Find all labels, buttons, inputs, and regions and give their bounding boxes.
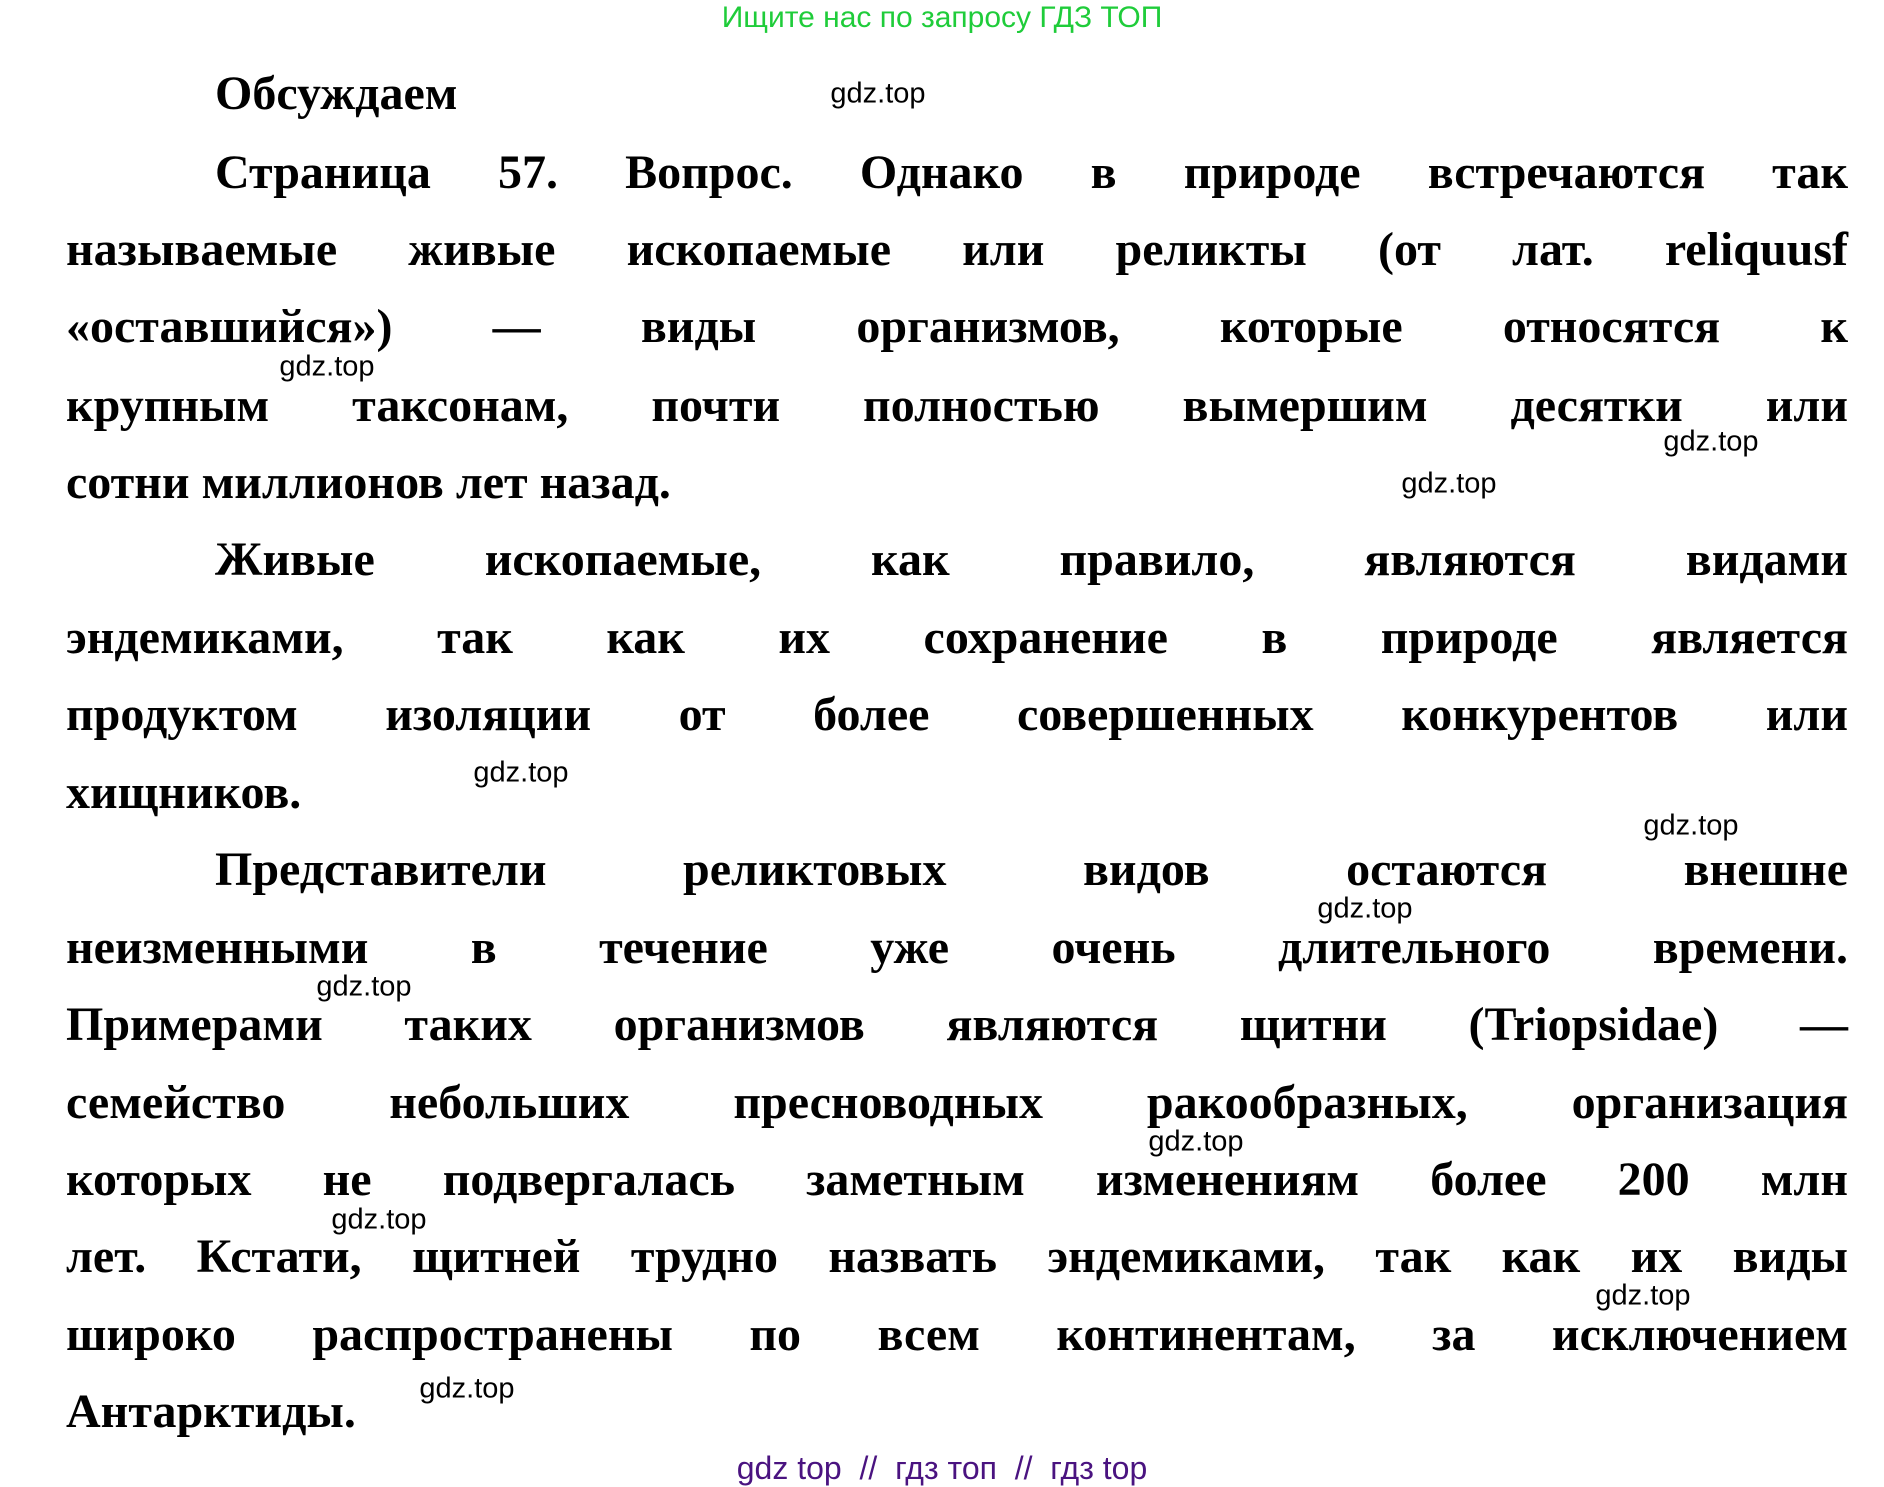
watermark: gdz.top <box>473 756 569 789</box>
watermark: gdz.top <box>830 77 926 110</box>
text-line: неизменными в течение уже очень длительного времени. <box>66 921 1848 974</box>
watermark: gdz.top <box>331 1203 427 1236</box>
text-line: Антарктиды. <box>66 1385 356 1438</box>
text-line: Страница 57. Вопрос. Однако в природе встречаются так <box>215 146 1848 199</box>
watermark: gdz.top <box>1643 809 1739 842</box>
text-line: широко распространены по всем континентам, за исключением <box>66 1308 1848 1361</box>
text-line: крупным таксонам, почти полностью вымершим десятки или <box>66 379 1848 432</box>
text-line: сотни миллионов лет назад. <box>66 456 671 509</box>
text-line: хищников. <box>66 766 302 819</box>
watermark: gdz.top <box>419 1372 515 1405</box>
text-line: Представители реликтовых видов остаются внешне <box>215 843 1848 896</box>
watermark: gdz.top <box>279 350 375 383</box>
text-line: лет. Кстати, щитней трудно назвать эндемиками, так как их виды <box>66 1230 1848 1283</box>
search-banner: Ищите нас по запросу ГДЗ ТОП <box>721 1 1163 34</box>
text-line: продуктом изоляции от более совершенных конкурентов или <box>66 688 1848 741</box>
watermark: gdz.top <box>316 970 412 1003</box>
watermark: gdz.top <box>1401 467 1497 500</box>
text-line: называемые живые ископаемые или реликты (от лат. reliquusf <box>66 223 1848 276</box>
text-line: семейство небольших пресноводных ракообразных, организация <box>66 1076 1848 1129</box>
section-heading: Обсуждаем <box>215 67 458 120</box>
watermark: gdz.top <box>1595 1279 1691 1312</box>
text-line: эндемиками, так как их сохранение в природе является <box>66 611 1848 664</box>
watermark: gdz.top <box>1663 425 1759 458</box>
text-line: Примерами таких организмов являются щитни (Triopsidae) — <box>66 998 1848 1051</box>
text-line: «оставшийся») — виды организмов, которые относятся к <box>66 300 1848 353</box>
text-line: Живые ископаемые, как правило, являются видами <box>215 533 1848 586</box>
footer-links: gdz top // гдз топ // гдз top <box>736 1450 1148 1486</box>
watermark: gdz.top <box>1317 892 1413 925</box>
text-line: которых не подвергалась заметным изменениям более 200 млн <box>66 1153 1848 1206</box>
watermark: gdz.top <box>1148 1125 1244 1158</box>
